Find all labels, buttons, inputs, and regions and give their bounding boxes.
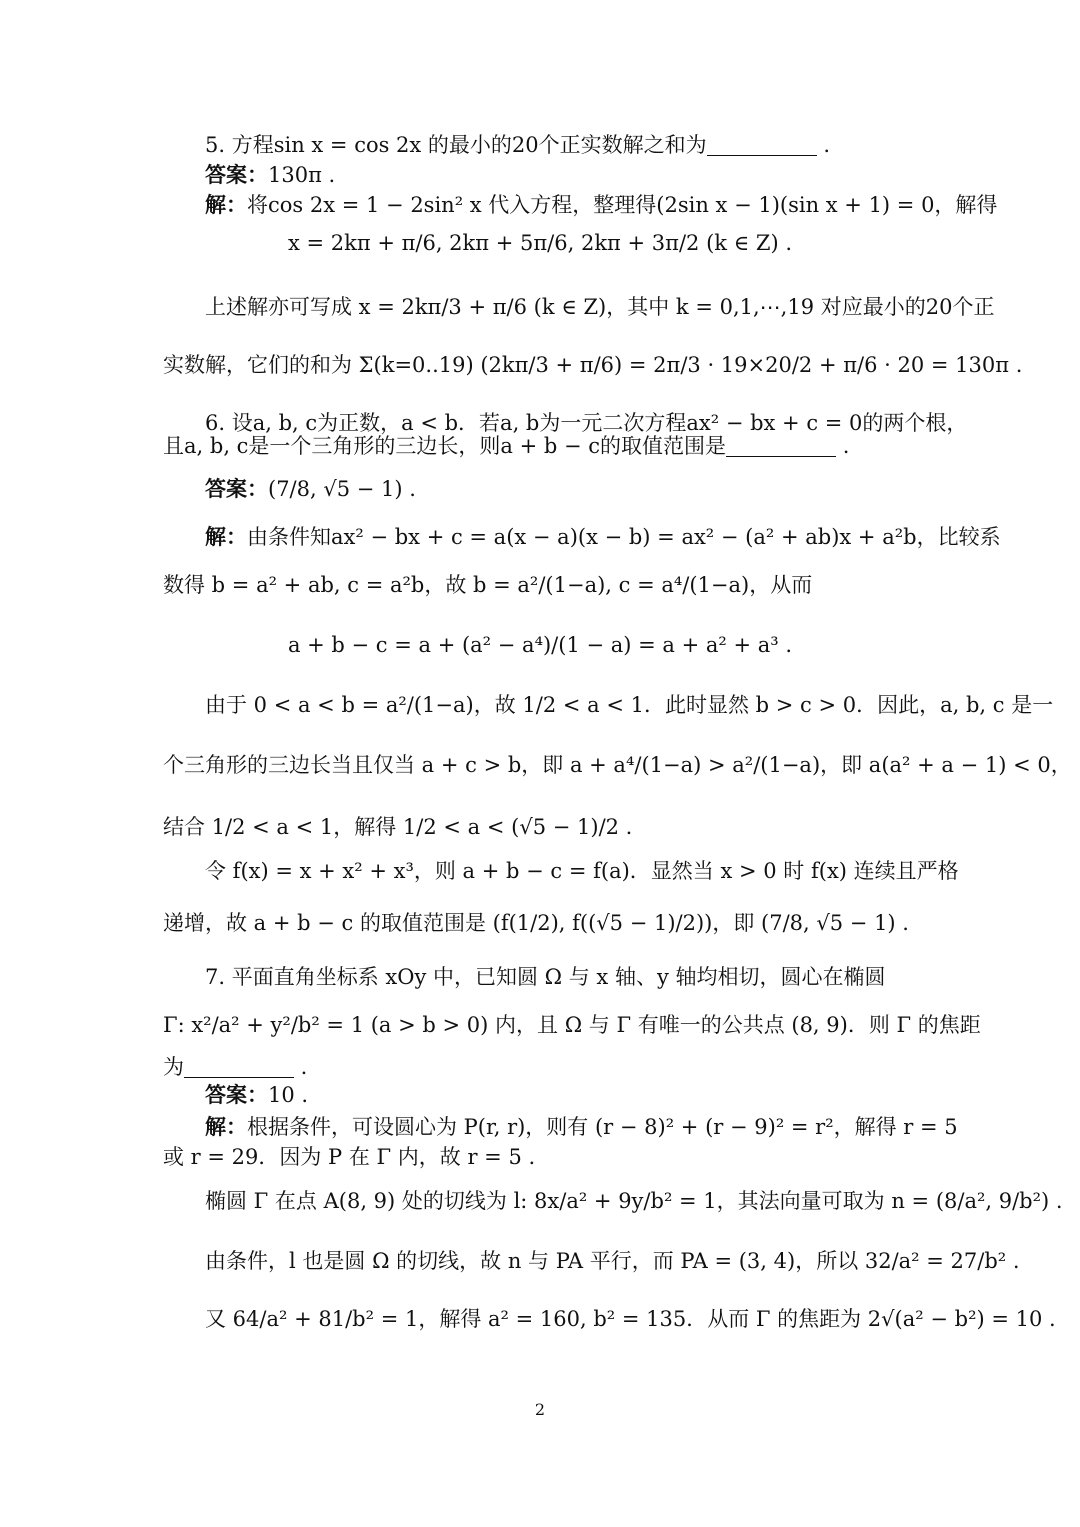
solution-text: 个三角形的三边长当且仅当 a + c > b，即 a + a⁴/(1−a) > a²/(1−a)，即 a(a² + a − 1) < 0，: [163, 753, 1072, 777]
problem-6-text: 6. 设a, b, c为正数，a < b．若a, b为一元二次方程ax² − bx + c = 0的两个根，: [205, 411, 968, 435]
answer-blank: [184, 1055, 294, 1078]
problem-5-solution-line: [0, 350, 1080, 380]
answer-label: 答案：: [205, 476, 268, 501]
problem-5-equation: [0, 228, 1080, 258]
problem-6-solution-line: [0, 856, 1080, 886]
problem-6-solution-line: [0, 750, 1080, 780]
solution-text: 结合 1/2 < a < 1，解得 1/2 < a < (√5 − 1)/2 .: [163, 815, 633, 839]
answer-value: (7/8, √5 − 1) .: [268, 477, 416, 501]
solution-equation: x = 2kπ + π/6, 2kπ + 5π/6, 2kπ + 3π/2 (k ∈ Z) .: [287, 231, 793, 255]
problem-6-text: 且a, b, c是一个三角形的三边长，则a + b − c的取值范围是: [163, 434, 727, 458]
answer-blank: [707, 133, 817, 156]
problem-6-solution-line: [0, 908, 1080, 938]
problem-7-question: [0, 962, 1080, 992]
problem-7-answer: [0, 1080, 1080, 1110]
problem-5-text: 5. 方程sin x = cos 2x 的最小的20个正实数解之和为: [205, 133, 707, 157]
answer-label: 答案：: [205, 1082, 268, 1107]
solution-text: 上述解亦可写成 x = 2kπ/3 + π/6 (k ∈ Z)，其中 k = 0,1,⋯,19 对应最小的20个正: [205, 295, 995, 319]
problem-7-solution-line: [0, 1246, 1080, 1276]
problem-7-text: 为: [163, 1055, 184, 1079]
answer-label: 答案：: [205, 162, 268, 187]
problem-6-answer: [0, 474, 1080, 504]
problem-6-equation: [0, 630, 1080, 660]
solution-text: 由条件知ax² − bx + c = a(x − a)(x − b) = ax² − (a² + ab)x + a²b，比较系: [247, 525, 1001, 549]
solution-label: 解：: [205, 524, 247, 549]
solution-equation: a + b − c = a + (a² − a⁴)/(1 − a) = a + a² + a³ .: [287, 633, 793, 657]
solution-text: 将cos 2x = 1 − 2sin² x 代入方程，整理得(2sin x − 1)(sin x + 1) = 0，解得: [247, 193, 998, 217]
solution-text: 实数解，它们的和为 Σ(k=0..19) (2kπ/3 + π/6) = 2π/3 · 19×20/2 + π/6 · 20 = 130π .: [163, 353, 1023, 377]
problem-6-solution-line: [0, 570, 1080, 600]
problem-7-question: 为 .: [163, 1055, 308, 1079]
answer-blank: [726, 434, 836, 457]
problem-7-text: Γ: x²/a² + y²/b² = 1 (a > b > 0) 内，且 Ω 与 Γ 有唯一的公共点 (8, 9)．则 Γ 的焦距: [163, 1013, 981, 1037]
solution-text: 根据条件，可设圆心为 P(r, r)，则有 (r − 8)² + (r − 9)² = r²，解得 r = 5: [247, 1115, 958, 1139]
solution-text: 椭圆 Γ 在点 A(8, 9) 处的切线为 l: 8x/a² + 9y/b² = 1，其法向量可取为 n = (8/a², 9/b²) .: [205, 1189, 1063, 1213]
problem-5-solution-line: [0, 292, 1080, 322]
problem-5-solution-line: [0, 190, 1080, 220]
problem-6-solution-line: [0, 522, 1080, 552]
problem-7-solution-line: [0, 1142, 1080, 1172]
answer-value: 130π .: [268, 163, 336, 187]
solution-text: 数得 b = a² + ab, c = a²b，故 b = a²/(1−a), c = a⁴/(1−a)，从而: [163, 573, 813, 597]
solution-text: 由于 0 < a < b = a²/(1−a)，故 1/2 < a < 1．此时显然 b > c > 0．因此，a, b, c 是一: [205, 693, 1054, 717]
solution-label: 解：: [205, 1114, 247, 1139]
problem-7-solution-line: [0, 1186, 1080, 1216]
answer-value: 10 .: [268, 1083, 309, 1107]
solution-text: 又 64/a² + 81/b² = 1，解得 a² = 160, b² = 135．从而 Γ 的焦距为 2√(a² − b²) = 10 .: [205, 1307, 1056, 1331]
problem-7-text: 7. 平面直角坐标系 xOy 中，已知圆 Ω 与 x 轴、y 轴均相切，圆心在椭圆: [205, 965, 886, 989]
problem-7-question: [0, 1010, 1080, 1040]
problem-7-solution-line: [0, 1112, 1080, 1142]
problem-6-solution-line: [0, 690, 1080, 720]
solution-text: 递增，故 a + b − c 的取值范围是 (f(1/2), f((√5 − 1)/2))，即 (7/8, √5 − 1) .: [163, 911, 909, 935]
problem-5-answer: [0, 160, 1080, 190]
problem-7-solution-line: [0, 1304, 1080, 1334]
solution-text: 或 r = 29．因为 P 在 Γ 内，故 r = 5 .: [163, 1145, 536, 1169]
problem-6-question: 且a, b, c是一个三角形的三边长，则a + b − c的取值范围是 .: [163, 434, 850, 458]
solution-text: 由条件，l 也是圆 Ω 的切线，故 n 与 PA 平行，而 PA = (3, 4)，所以 32/a² = 27/b² .: [205, 1249, 1020, 1273]
solution-text: 令 f(x) = x + x² + x³，则 a + b − c = f(a)．显然当 x > 0 时 f(x) 连续且严格: [205, 859, 959, 883]
solution-label: 解：: [205, 192, 247, 217]
page-number: 2: [534, 1400, 546, 1419]
problem-5-question: 5. 方程sin x = cos 2x 的最小的20个正实数解之和为 .: [205, 133, 831, 157]
problem-6-solution-line: [0, 812, 1080, 842]
